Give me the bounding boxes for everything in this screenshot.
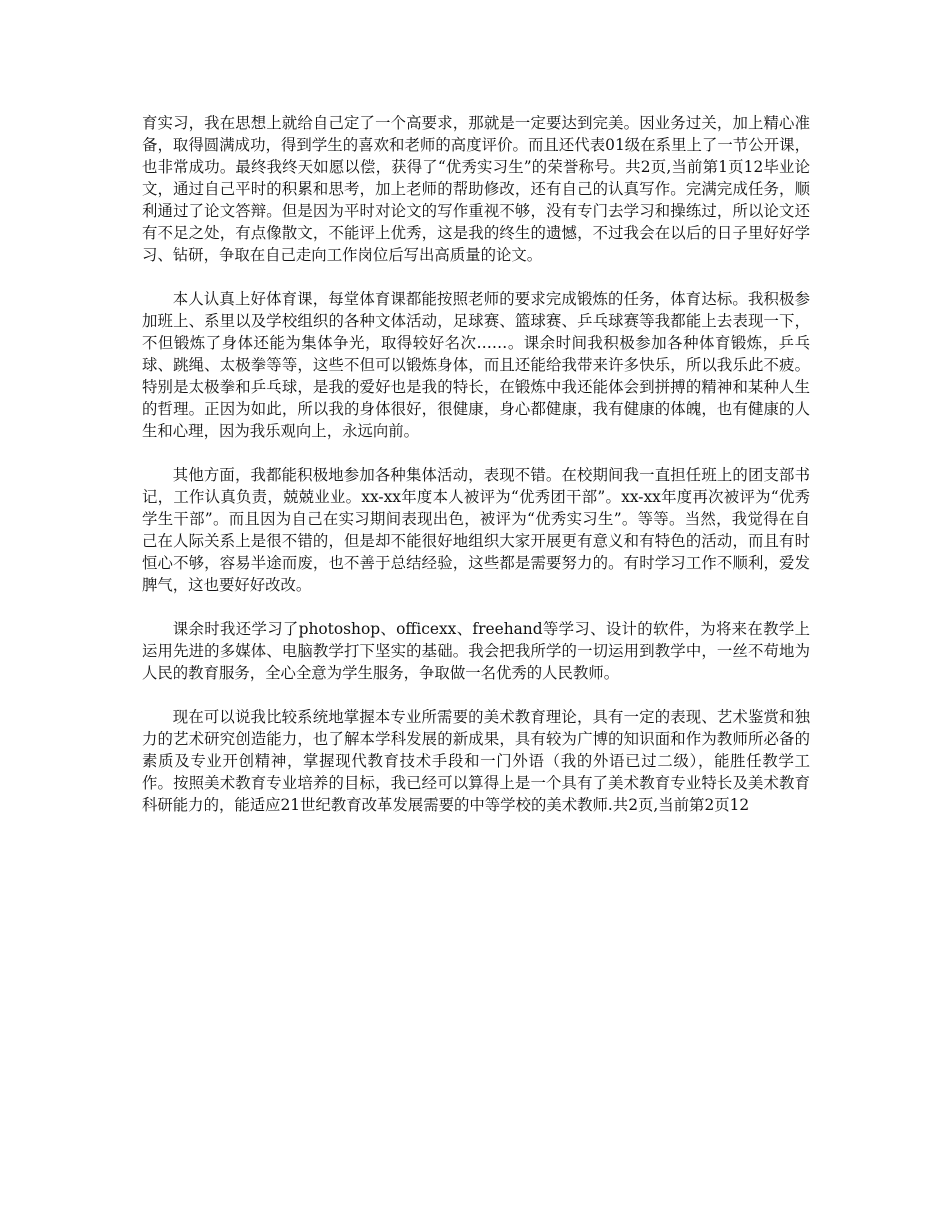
paragraph-sports: 本人认真上好体育课，每堂体育课都能按照老师的要求完成锻炼的任务，体育达标。我积极参加班上、系里以及学校组织的各种文体活动，足球赛、篮球赛、乒乓球赛等我都能上去表现一下，不但锻炼了身体还能为集体争光，取得较好名次……。课余时间我积极参加各种体育锻炼，乒乓球、跳绳、太极拳等等，这些不但可以锻炼身体，而且还能给我带来许多快乐，所以我乐此不疲。特别是太极拳和乒乓球，是我的爱好也是我的特长，在锻炼中我还能体会到拼搏的精神和某种人生的哲理。正因为如此，所以我的身体很好，很健康，身心都健康，我有健康的体魄，也有健康的人生和心理，因为我乐观向上，永远向前。 [142,290,810,440]
paragraph-other-aspects: 其他方面，我都能积极地参加各种集体活动，表现不错。在校期间我一直担任班上的团支部书记，工作认真负责，兢兢业业。xx-xx年度本人被评为“优秀团干部”。xx-xx年度再次被评为“优秀学生干部”。而且因为自己在实习期间表现出色，被评为“优秀实习生”。等等。当然，我觉得在自己在人际关系上是很不错的，但是却不能很好地组织大家开展更有意义和有特色的活动，而且有时恒心不够，容易半途而废，也不善于总结经验，这些都是需要努力的。有时学习工作不顺利，爱发脾气，这也要好好改改。 [142,466,810,594]
paragraph-conclusion: 现在可以说我比较系统地掌握本专业所需要的美术教育理论，具有一定的表现、艺术鉴赏和独力的艺术研究创造能力，也了解本学科发展的新成果，具有较为广博的知识面和作为教师所必备的素质及专业开创精神，掌握现代教育技术手段和一门外语（我的外语已过二级），能胜任教学工作。按照美术教育专业培养的目标，我已经可以算得上是一个具有了美术教育专业特长及美术教育科研能力的，能适应21世纪教育改革发展需要的中等学校的美术教师.共2页,当前第2页12 [142,708,810,814]
paragraph-software-skills: 课余时我还学习了photoshop、officexx、freehand等学习、设计的软件，为将来在教学上运用先进的多媒体、电脑教学打下坚实的基础。我会把我所学的一切运用到教学中，一丝不苟地为人民的教育服务，全心全意为学生服务，争取做一名优秀的人民教师。 [142,620,810,682]
paragraph-internship: 育实习，我在思想上就给自己定了一个高要求，那就是一定要达到完美。因业务过关，加上精心准备，取得圆满成功，得到学生的喜欢和老师的高度评价。而且还代表01级在系里上了一节公开课，也非常成功。最终我终天如愿以偿，获得了“优秀实习生”的荣誉称号。共2页,当前第1页12毕业论文，通过自己平时的积累和思考，加上老师的帮助修改，还有自己的认真写作。完满完成任务，顺利通过了论文答辩。但是因为平时对论文的写作重视不够，没有专门去学习和操练过，所以论文还有不足之处，有点像散文，不能评上优秀，这是我的终生的遗憾，不过我会在以后的日子里好好学习、钻研，争取在自己走向工作岗位后写出高质量的论文。 [142,114,810,264]
document-page [142,112,810,816]
